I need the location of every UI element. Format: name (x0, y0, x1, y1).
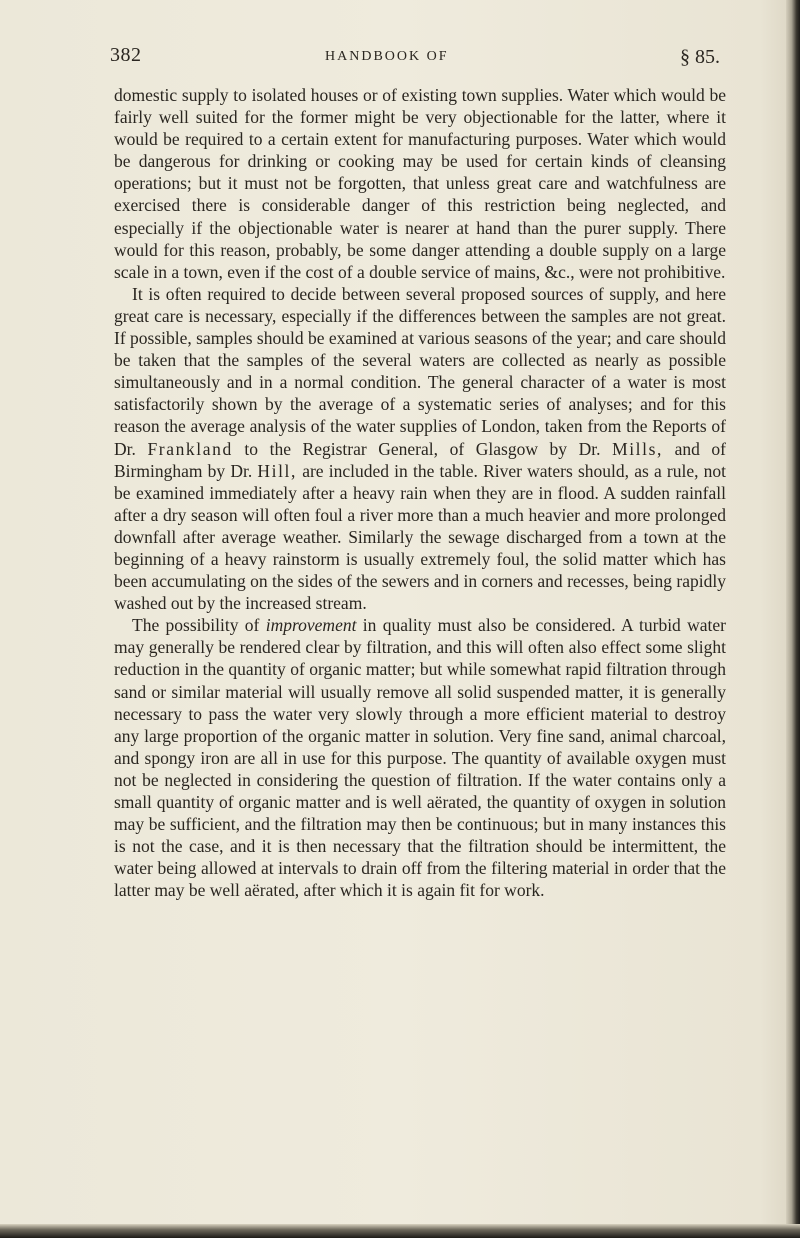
paragraph-3-text-b: in quality must also be considered. A turbid water may generally be rendered clear by filtration, and this will often also effect some slight reduction in the quantity of organic matter; but while somewhat rapid filtration through sand or similar material will usually remove all solid suspended matter, it is generally necessary to pass the water very slowly through a more efficient material to destroy any large proportion of the organic matter in solution. Very fine sand, animal charcoal, and spongy iron are all in use for this purpose. The quantity of available oxygen must not be neglected in considering the question of filtration. If the water contains only a small quantity of organic matter and is well aërated, the quantity of oxygen in solution may be sufficient, and the filtration may then be continuous; but in many instances this is not the case, and it is then necessary that the filtration should be intermittent, the water being allowed at intervals to drain off from the filtering material in order that the latter may be well aërated, after which it is again fit for work. (114, 615, 726, 901)
paragraph-1: domestic supply to isolated houses or of existing town supplies. Water which would be fairly well suited for the former might be very objectionable for the latter, where it would be required to a certain extent for manufacturing purposes. Water which would be dangerous for drinking or cooking may be used for certain kinds of cleansing operations; but it must not be forgotten, that unless great care and watchfulness are exercised there is considerable danger of this restriction being neglected, and especially if the objectionable water is nearer at hand than the purer supply. There would for this reason, probably, be some danger attending a double supply on a large scale in a town, even if the cost of a double service of mains, &c., were not prohibitive. (114, 85, 726, 282)
paragraph-2-text-b: to the Registrar General, of Glasgow by Dr. (244, 438, 601, 459)
paragraph-3-text-a: The possibility of (132, 615, 260, 636)
emphasis-improvement: improvement (265, 615, 357, 636)
section-number: § 85. (680, 46, 720, 68)
page-header (110, 44, 720, 74)
page-edge-shadow-bottom (0, 1224, 800, 1238)
name-hill: Hill, (257, 460, 297, 481)
page-number: 382 (110, 44, 142, 66)
page-edge-shadow-right (786, 0, 800, 1238)
running-head: HANDBOOK OF (325, 49, 449, 64)
name-mills: Mills, (612, 438, 663, 459)
paragraph-2 (114, 283, 726, 614)
paragraph-2-text-d: are included in the table. River waters should, as a rule, not be examined immediately after a heavy rain when they are in flood. A sudden rainfall after a dry season will often foul a river more than a much heavier and more prolonged downfall after average weather. Similarly the sewage discharged from a town at the beginning of a heavy rainstorm is usually extremely foul, the solid matter which has been accumulating on the sides of the sewers and in corners and recesses, being rapidly washed out by the increased stream. (114, 460, 727, 614)
body-text (114, 84, 726, 901)
paragraph-2-text-c: and of Birmingham by Dr. (114, 438, 726, 481)
paragraph-2-text-a: It is often required to decide between several proposed sources of supply, and here great care is necessary, especially if the differences between the samples are not great. If possible, samples should be examined at various seasons of the year; and care should be taken that the samples of the several waters are collected as nearly as possible simultaneously and in a normal condition. The general character of a water is most satisfactorily shown by the average of a systematic series of analyses; and for this reason the average analysis of the water supplies of London, taken from the Reports of Dr. (114, 283, 726, 459)
paragraph-3 (114, 614, 726, 901)
name-frankland: Frankland (147, 438, 233, 459)
